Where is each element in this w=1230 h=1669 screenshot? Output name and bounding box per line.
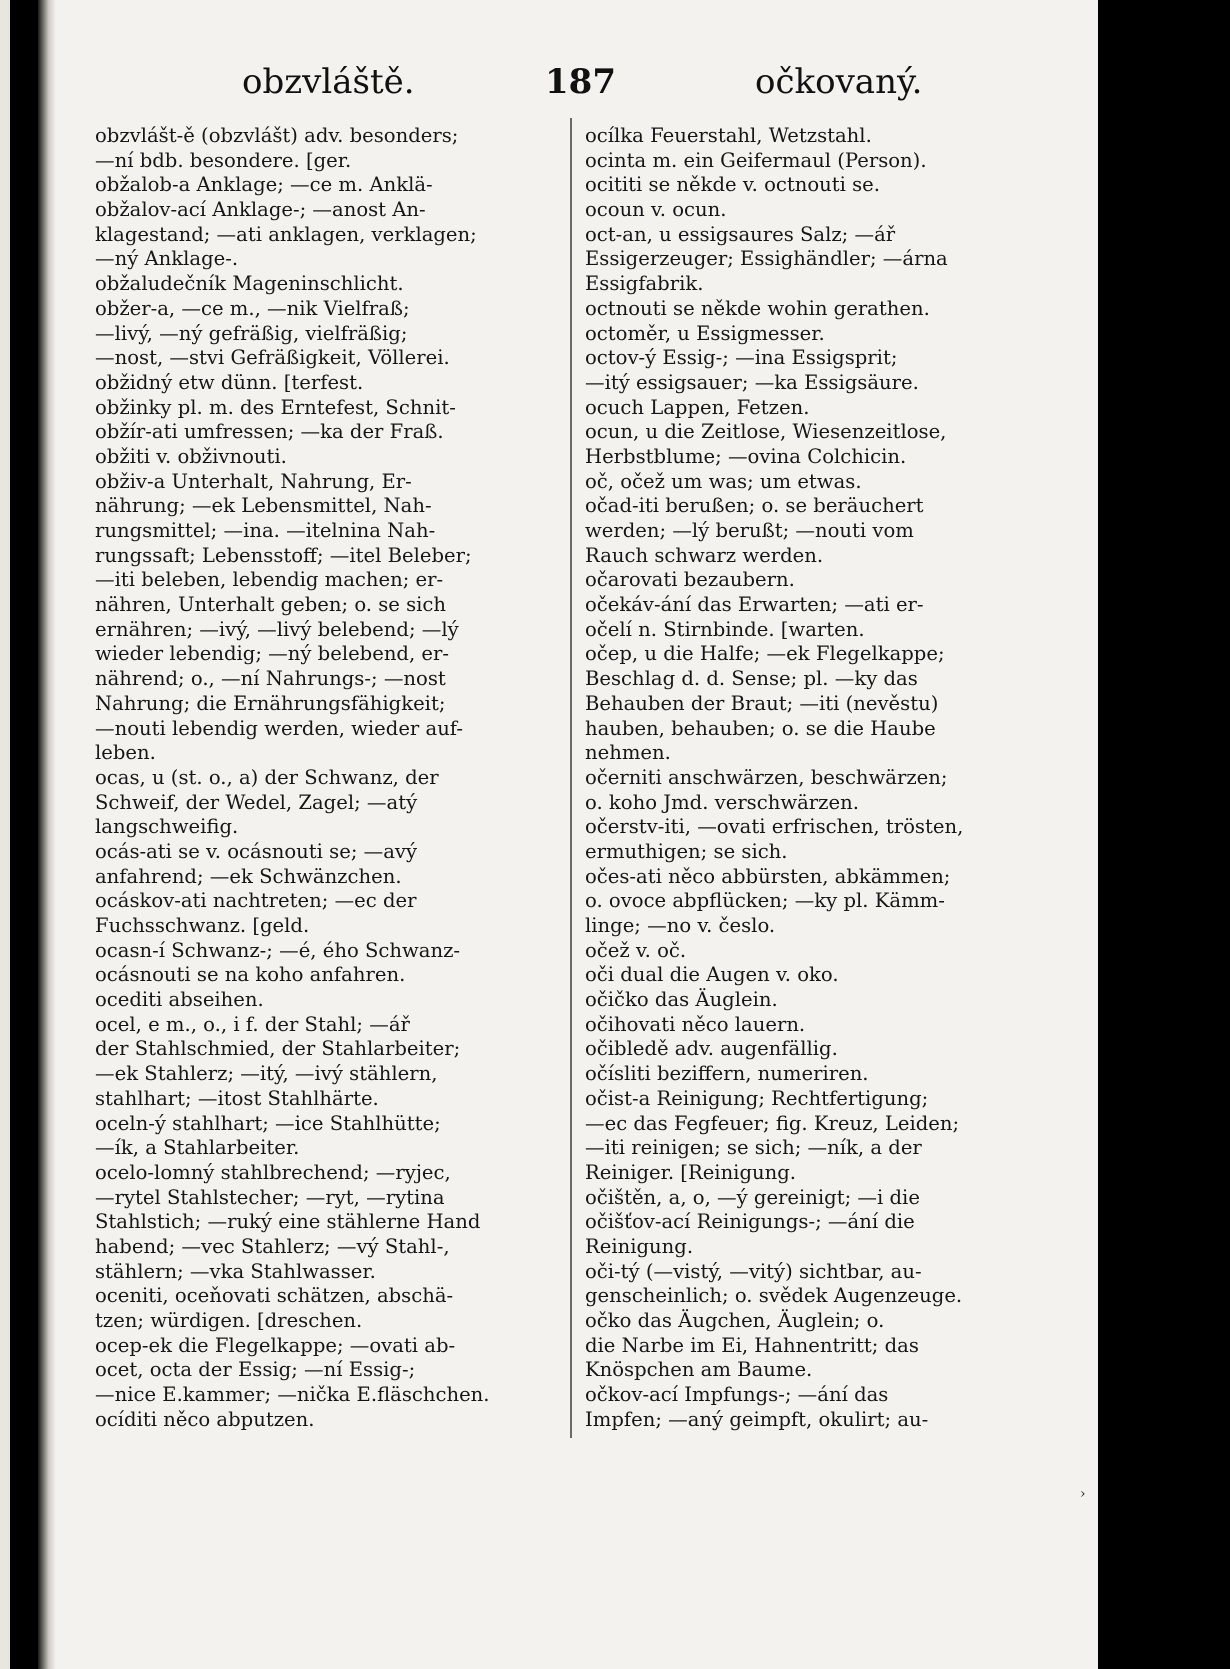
dictionary-line: rungssaft; Lebensstoff; —itel Beleber; (95, 543, 472, 567)
dictionary-line: —iti beleben, lebendig machen; er- (95, 568, 444, 592)
dictionary-line: očep, u die Halfe; —ek Flegelkappe; (585, 642, 945, 666)
dictionary-line: očibledě adv. augenfällig. (585, 1037, 838, 1061)
dictionary-line: Rauch schwarz werden. (585, 543, 824, 567)
dictionary-line: —iti reinigen; se sich; —ník, a der (585, 1136, 922, 1160)
page-number: 187 (545, 62, 616, 102)
dictionary-line: Reinigung. (585, 1234, 694, 1258)
dictionary-line: oč, očež um was; um etwas. (585, 469, 862, 493)
dictionary-line: očičko das Äuglein. (585, 988, 778, 1012)
dictionary-line: genscheinlich; o. svědek Augenzeuge. (585, 1284, 963, 1308)
column-divider (570, 118, 572, 1438)
dictionary-line: ernähren; —ivý, —livý belebend; —lý (95, 617, 459, 641)
dictionary-line: —ek Stahlerz; —itý, —ivý stählern, (95, 1062, 438, 1086)
dictionary-line: Nahrung; die Ernährungsfähigkeit; (95, 691, 446, 715)
page-header (120, 62, 1060, 112)
dictionary-line: o. koho Jmd. verschwärzen. (585, 790, 859, 814)
dictionary-line: ocun, u die Zeitlose, Wiesenzeitlose, (585, 420, 947, 444)
dictionary-line: oči-tý (—vistý, —vitý) sichtbar, au- (585, 1259, 922, 1283)
dictionary-line: der Stahlschmied, der Stahlarbeiter; (95, 1037, 461, 1061)
dictionary-line: Knöspchen am Baume. (585, 1358, 813, 1382)
dictionary-line: ocasn-í Schwanz-; —é, ého Schwanz- (95, 938, 461, 962)
header-first-entry: obzvláště. (242, 62, 415, 102)
adjacent-page-edge (0, 0, 10, 1669)
dictionary-line: očišťov-ací Reinigungs-; —ání die (585, 1210, 915, 1234)
dictionary-line: stahlhart; —itost Stahlhärte. (95, 1086, 379, 1110)
dictionary-line: ocílka Feuerstahl, Wetzstahl. (585, 124, 872, 147)
dictionary-line: obzvlášt-ě (obzvlášt) adv. besonders; (95, 124, 459, 147)
dictionary-line: o. ovoce abpflücken; —ky pl. Kämm- (585, 889, 945, 913)
dictionary-line: Reiniger. [Reinigung. (585, 1160, 797, 1184)
dictionary-line: nährung; —ek Lebensmittel, Nah- (95, 494, 432, 518)
dictionary-line: očihovati něco lauern. (585, 1012, 806, 1036)
dictionary-line: očarovati bezaubern. (585, 568, 795, 592)
dictionary-line: obživ-a Unterhalt, Nahrung, Er- (95, 469, 412, 493)
dictionary-line: oči dual die Augen v. oko. (585, 963, 839, 987)
dictionary-line: očísliti beziffern, numeriren. (585, 1062, 869, 1086)
dictionary-line: Impfen; —aný geimpft, okulirt; au- (585, 1407, 929, 1431)
dictionary-line: —rytel Stahlstecher; —ryt, —rytina (95, 1185, 445, 1209)
header-last-entry: očkovaný. (755, 62, 923, 102)
dictionary-line: očerstv-iti, —ovati erfrischen, trösten, (585, 815, 964, 839)
dictionary-line: ocet, octa der Essig; —ní Essig-; (95, 1358, 416, 1382)
dictionary-line: obžír-ati umfressen; —ka der Fraß. (95, 420, 444, 444)
dictionary-line: —nouti lebendig werden, wieder auf- (95, 716, 463, 740)
dictionary-line: Stahlstich; —ruký eine stählerne Hand (95, 1210, 481, 1234)
dictionary-line: očad-iti berußen; o. se beräuchert (585, 494, 924, 518)
dictionary-line: obžer-a, —ce m., —nik Vielfraß; (95, 296, 410, 320)
dictionary-line: octov-ý Essig-; —ina Essigsprit; (585, 346, 898, 370)
dictionary-line: očež v. oč. (585, 938, 687, 962)
dictionary-line: Behauben der Braut; —iti (nevěstu) (585, 691, 939, 715)
dictionary-line: obžidný etw dünn. [terfest. (95, 370, 364, 394)
dictionary-line: Essigfabrik. (585, 272, 704, 296)
dictionary-line: ocíditi něco abputzen. (95, 1407, 315, 1431)
dictionary-line: linge; —no v. česlo. (585, 914, 776, 937)
dictionary-line: nehmen. (585, 741, 671, 765)
stray-mark: › (1080, 1486, 1086, 1502)
dictionary-line: —ec das Fegfeuer; fig. Kreuz, Leiden; (585, 1111, 960, 1135)
dictionary-line: obžalob-a Anklage; —ce m. Anklä- (95, 173, 433, 197)
dictionary-line: —nost, —stvi Gefräßigkeit, Völlerei. (95, 346, 450, 370)
dictionary-line: Herbstblume; —ovina Colchicin. (585, 444, 907, 468)
dictionary-line: nährend; o., —ní Nahrungs-; —nost (95, 667, 446, 691)
dictionary-line: očištěn, a, o, —ý gereinigt; —i die (585, 1185, 920, 1209)
dictionary-line: octoměr, u Essigmesser. (585, 321, 825, 345)
binding-shadow (38, 0, 56, 1669)
dictionary-line: werden; —lý berußt; —nouti vom (585, 519, 914, 542)
dictionary-line: ocáskov-ati nachtreten; —ec der (95, 889, 417, 913)
dictionary-line: Beschlag d. d. Sense; pl. —ky das (585, 667, 918, 691)
dictionary-line: —nice E.kammer; —nička E.fläschchen. (95, 1383, 490, 1407)
dictionary-line: habend; —vec Stahlerz; —vý Stahl-, (95, 1234, 450, 1258)
dictionary-line: Essigerzeuger; Essighändler; —árna (585, 247, 948, 271)
dictionary-line: —livý, —ný gefräßig, vielfräßig; (95, 321, 408, 345)
dictionary-line: očes-ati něco abbürsten, abkämmen; (585, 864, 951, 888)
dictionary-line: leben. (95, 741, 156, 765)
dictionary-line: —ný Anklage-. (95, 247, 239, 271)
dictionary-line: ocep-ek die Flegelkappe; —ovati ab- (95, 1333, 456, 1357)
dictionary-line: —itý essigsauer; —ka Essigsäure. (585, 370, 919, 394)
dictionary-line: Schweif, der Wedel, Zagel; —atý (95, 790, 418, 814)
dictionary-line: ocinta m. ein Geifermaul (Person). (585, 148, 927, 172)
dictionary-line: ocoun v. ocun. (585, 198, 727, 222)
dictionary-line: ocel, e m., o., i f. der Stahl; —ář (95, 1012, 410, 1036)
dictionary-line: anfahrend; —ek Schwänzchen. (95, 864, 402, 888)
dictionary-line: ocas, u (st. o., a) der Schwanz, der (95, 765, 439, 789)
dictionary-line: ocuch Lappen, Fetzen. (585, 395, 810, 419)
dictionary-line: oceln-ý stahlhart; —ice Stahlhütte; (95, 1111, 441, 1135)
dictionary-line: —ík, a Stahlarbeiter. (95, 1136, 300, 1160)
dictionary-line: očist-a Reinigung; Rechtfertigung; (585, 1086, 929, 1110)
dictionary-line: octnouti se někde wohin gerathen. (585, 296, 930, 320)
dictionary-line: očko das Äugchen, Äuglein; o. (585, 1309, 885, 1332)
dictionary-line: hauben, behauben; o. se die Haube (585, 716, 936, 740)
dictionary-line: Fuchsschwanz. [geld. (95, 914, 310, 937)
dictionary-line: očerniti anschwärzen, beschwärzen; (585, 765, 948, 789)
dictionary-line: tzen; würdigen. [dreschen. (95, 1309, 363, 1332)
dictionary-line: obžaludečník Mageninschlicht. (95, 272, 404, 296)
dictionary-line: ermuthigen; se sich. (585, 839, 788, 863)
right-column (585, 124, 1055, 1432)
dictionary-line: očelí n. Stirnbinde. [warten. (585, 617, 865, 641)
dictionary-line: die Narbe im Ei, Hahnentritt; das (585, 1333, 919, 1357)
dictionary-line: wieder lebendig; —ný belebend, er- (95, 642, 450, 666)
dictionary-line: ocásnouti se na koho anfahren. (95, 963, 406, 987)
dictionary-line: langschweifig. (95, 815, 239, 839)
dictionary-line: nähren, Unterhalt geben; o. se sich (95, 593, 447, 617)
left-column (95, 124, 555, 1432)
dictionary-line: ocelo-lomný stahlbrechend; —ryjec, (95, 1160, 451, 1184)
dictionary-line: obžinky pl. m. des Erntefest, Schnit- (95, 395, 456, 419)
dictionary-line: oct-an, u essigsaures Salz; —ář (585, 222, 896, 246)
dictionary-line: klagestand; —ati anklagen, verklagen; (95, 222, 477, 246)
dictionary-line: obžalov-ací Anklage-; —anost An- (95, 198, 426, 222)
dictionary-line: rungsmittel; —ina. —itelnina Nah- (95, 519, 436, 542)
dictionary-line: očekáv-ání das Erwarten; —ati er- (585, 593, 924, 617)
dictionary-line: obžiti v. obživnouti. (95, 444, 287, 468)
dictionary-line: stählern; —vka Stahlwasser. (95, 1259, 376, 1283)
dictionary-line: očkov-ací Impfungs-; —ání das (585, 1383, 889, 1407)
dictionary-line: oceniti, oceňovati schätzen, abschä- (95, 1284, 454, 1308)
dictionary-line: ocititi se někde v. octnouti se. (585, 173, 881, 197)
dictionary-line: —ní bdb. besondere. [ger. (95, 148, 352, 172)
dictionary-line: ocás-ati se v. ocásnouti se; —avý (95, 839, 418, 863)
dictionary-line: ocediti abseihen. (95, 988, 264, 1012)
